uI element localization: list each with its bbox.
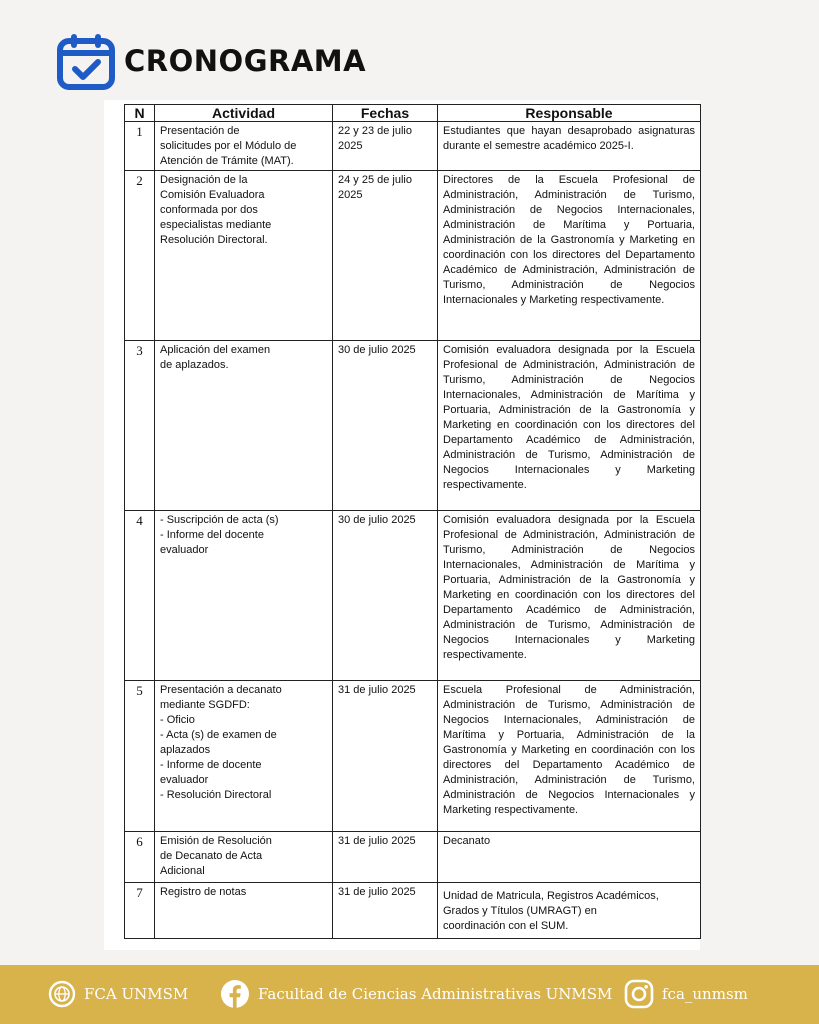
activity-cell — [155, 832, 333, 883]
row-number: 3 — [125, 341, 155, 511]
date-line: 2025 — [338, 140, 363, 152]
date-cell — [333, 681, 438, 832]
table-row — [125, 341, 701, 511]
header-responsable: Responsable — [438, 105, 701, 122]
date-line: 24 y 25 de julio — [338, 174, 412, 186]
footer-bar — [0, 965, 819, 1024]
date-line: 2025 — [338, 189, 363, 201]
date-cell — [333, 122, 438, 171]
activity-line: - Suscripción de acta (s) — [160, 514, 279, 526]
globe-icon — [48, 980, 76, 1008]
table-header-row — [125, 105, 701, 122]
table-row — [125, 511, 701, 681]
table-row — [125, 681, 701, 832]
date-cell — [333, 171, 438, 341]
date-cell — [333, 511, 438, 681]
activity-cell — [155, 122, 333, 171]
activity-line: evaluador — [160, 544, 209, 556]
date-line: 31 de julio 2025 — [338, 835, 416, 847]
activity-line: - Resolución Directoral — [160, 789, 272, 801]
responsible-cell: Directores de la Escuela Profesional de Administración, Administración de Turismo, Administración de Negocios Internacionales, Administración de Marítima y Portuaria, Administración de la Gastronomía y Marketing en coordinación con los directores del Departamento Académico de Administración, Administración de Turismo, Administración de Negocios Internacionales y Marketing respectivamente. — [438, 171, 701, 341]
calendar-check-icon — [56, 31, 116, 91]
activity-cell — [155, 883, 333, 939]
activity-line: especialistas mediante — [160, 219, 272, 231]
activity-cell — [155, 171, 333, 341]
row-number: 4 — [125, 511, 155, 681]
activity-line: Registro de notas — [160, 886, 247, 898]
activity-line: Emisión de Resolución — [160, 835, 272, 847]
date-line: 22 y 23 de julio — [338, 125, 412, 137]
activity-cell — [155, 681, 333, 832]
footer-instagram-label: fca_unmsm — [662, 985, 748, 1003]
page-header — [56, 30, 366, 92]
activity-line: de Decanato de Acta — [160, 850, 263, 862]
table-row — [125, 832, 701, 883]
responsible-cell — [438, 883, 701, 939]
activity-line: mediante SGDFD: — [160, 699, 250, 711]
activity-line: - Acta (s) de examen de — [160, 729, 277, 741]
activity-line: Presentación a decanato — [160, 684, 282, 696]
date-cell — [333, 341, 438, 511]
row-number: 6 — [125, 832, 155, 883]
activity-line: evaluador — [160, 774, 209, 786]
facebook-icon — [220, 979, 250, 1009]
row-number: 5 — [125, 681, 155, 832]
row-number: 1 — [125, 122, 155, 171]
table-row — [125, 122, 701, 171]
instagram-icon — [624, 979, 654, 1009]
footer-web-link[interactable] — [48, 978, 188, 1010]
page-title: CRONOGRAMA — [124, 44, 367, 78]
activity-line: de aplazados. — [160, 359, 229, 371]
footer-facebook-label: Facultad de Ciencias Administrativas UNMSM — [258, 985, 613, 1003]
activity-cell — [155, 341, 333, 511]
schedule-table — [124, 104, 701, 939]
table-row — [125, 883, 701, 939]
activity-line: - Informe del docente — [160, 529, 264, 541]
activity-line: Designación de la — [160, 174, 248, 186]
footer-facebook-link[interactable] — [220, 978, 612, 1010]
activity-line: Resolución Directoral. — [160, 234, 268, 246]
responsible-cell: Estudiantes que hayan desaprobado asignaturas durante el semestre académico 2025-I. — [438, 122, 701, 171]
responsible-text: Unidad de Matricula, Registros Académicos, Grados y Títulos (UMRAGT) en coordinación con el SUM. — [443, 890, 659, 932]
date-cell — [333, 832, 438, 883]
activity-line: aplazados — [160, 744, 211, 756]
responsible-cell: Decanato — [438, 832, 701, 883]
header-n: N — [125, 105, 155, 122]
header-fechas: Fechas — [333, 105, 438, 122]
row-number: 2 — [125, 171, 155, 341]
date-line: 31 de julio 2025 — [338, 684, 416, 696]
footer-web-label: FCA UNMSM — [84, 985, 189, 1003]
table-row — [125, 171, 701, 341]
date-cell — [333, 883, 438, 939]
responsible-cell: Comisión evaluadora designada por la Escuela Profesional de Administración, Administración de Turismo, Administración de Negocios Internacionales, Administración de Marítima y Portuaria, Administración de la Gastronomía y Marketing en coordinación con los directores del Departamento Académico de Administración, Administración de Turismo, Administración de Negocios Internacionales y Marketing respectivamente. — [438, 511, 701, 681]
activity-line: - Oficio — [160, 714, 195, 726]
footer-instagram-link[interactable] — [624, 978, 748, 1010]
activity-line: solicitudes por el Módulo de — [160, 140, 297, 152]
activity-line: Aplicación del examen — [160, 344, 271, 356]
header-actividad: Actividad — [155, 105, 333, 122]
activity-line: Presentación de — [160, 125, 240, 137]
date-line: 30 de julio 2025 — [338, 344, 416, 356]
activity-cell — [155, 511, 333, 681]
row-number: 7 — [125, 883, 155, 939]
activity-line: conformada por dos — [160, 204, 258, 216]
date-line: 30 de julio 2025 — [338, 514, 416, 526]
responsible-cell: Comisión evaluadora designada por la Escuela Profesional de Administración, Administración de Turismo, Administración de Negocios Internacionales, Administración de Marítima y Portuaria, Administración de la Gastronomía y Marketing en coordinación con los directores del Departamento Académico de Administración, Administración de Turismo, Administración de Negocios Internacionales y Marketing respectivamente. — [438, 341, 701, 511]
activity-line: Adicional — [160, 865, 205, 877]
activity-line: Comisión Evaluadora — [160, 189, 265, 201]
activity-line: Atención de Trámite (MAT). — [160, 155, 294, 167]
activity-line: - Informe de docente — [160, 759, 262, 771]
date-line: 31 de julio 2025 — [338, 886, 416, 898]
responsible-cell: Escuela Profesional de Administración, Administración de Turismo, Administración de Negocios Internacionales, Administración de Marítima y Portuaria, Administración de la Gastronomía y Marketing en coordinación con los directores del Departamento Académico de Administración, Administración de Turismo, Administración de Negocios Internacionales y Marketing respectivamente. — [438, 681, 701, 832]
